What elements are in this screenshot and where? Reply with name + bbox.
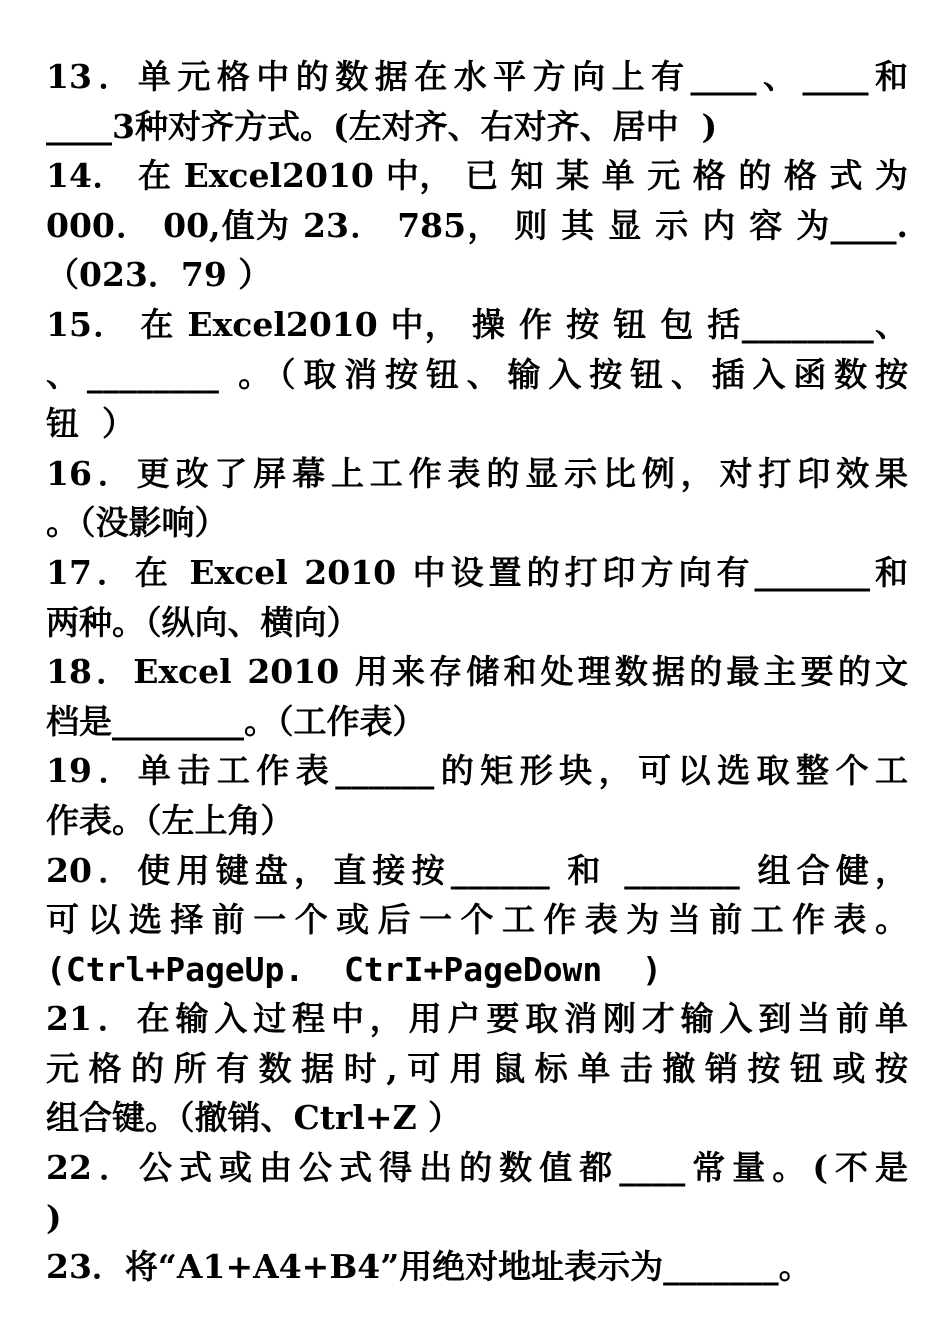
question-22-line-2: ): [46, 1197, 62, 1237]
question-18-line-1: 18．Excel 2010 用来存储和处理数据的最主要的文: [46, 652, 908, 692]
question-14-line-2: 000． 00,值为 23． 785， 则 其 显 示 内 容 为____.: [46, 205, 908, 245]
question-17-line-2: 两种。（纵向、横向）: [46, 602, 360, 642]
question-21-line-2: 元格的所有数据时,可用鼠标单击撤销按钮或按: [46, 1048, 908, 1088]
question-19-line-1: 19．单击工作表______的矩形块，可以选取整个工: [46, 751, 908, 791]
question-23-line-1: 23．将“A1+A4+B4”用绝对地址表示为_______。: [46, 1247, 812, 1287]
question-19-line-2: 作表。（左上角）: [46, 800, 294, 840]
question-15-line-2: 、________ 。（取消按钮、输入按钮、插入函数按: [46, 354, 908, 394]
question-15-line-1: 15． 在 Excel2010 中， 操 作 按 钮 包 括________、: [46, 304, 908, 344]
question-13-line-2: ____3种对齐方式。(左对齐、右对齐、居中 ): [46, 106, 718, 146]
question-15-line-3: 钮 ）: [46, 404, 135, 444]
question-20-line-1: 20．使用键盘，直接按______ 和 _______ 组合健，: [46, 850, 908, 890]
question-14-line-3: （023．79 ）: [46, 255, 272, 295]
question-20-line-2: 可以选择前一个或后一个工作表为当前工作表。: [46, 900, 908, 940]
question-21-line-3: 组合键。（撤销、Ctrl+Z ）: [46, 1098, 462, 1138]
question-22-line-1: 22．公式或由公式得出的数值都____常量。(不是: [46, 1148, 908, 1188]
question-13-line-1: 13．单元格中的数据在水平方向上有____、____和: [46, 57, 908, 96]
question-17-line-1: 17．在 Excel 2010 中设置的打印方向有_______和: [46, 552, 908, 592]
document-page: [46, 52, 908, 1292]
question-20-line-3: (Ctrl+PageUp. CtrI+PageDown ): [46, 949, 662, 989]
question-14-line-1: 14． 在 Excel2010 中， 已 知 某 单 元 格 的 格 式 为: [46, 156, 908, 196]
question-16-line-2: 。（没影响）: [46, 503, 228, 543]
question-18-line-2: 档是________。（工作表）: [46, 701, 426, 741]
question-21-line-1: 21．在输入过程中，用户要取消刚才输入到当前单: [46, 999, 908, 1039]
question-16-line-1: 16．更改了屏幕上工作表的显示比例，对打印效果: [46, 453, 908, 493]
